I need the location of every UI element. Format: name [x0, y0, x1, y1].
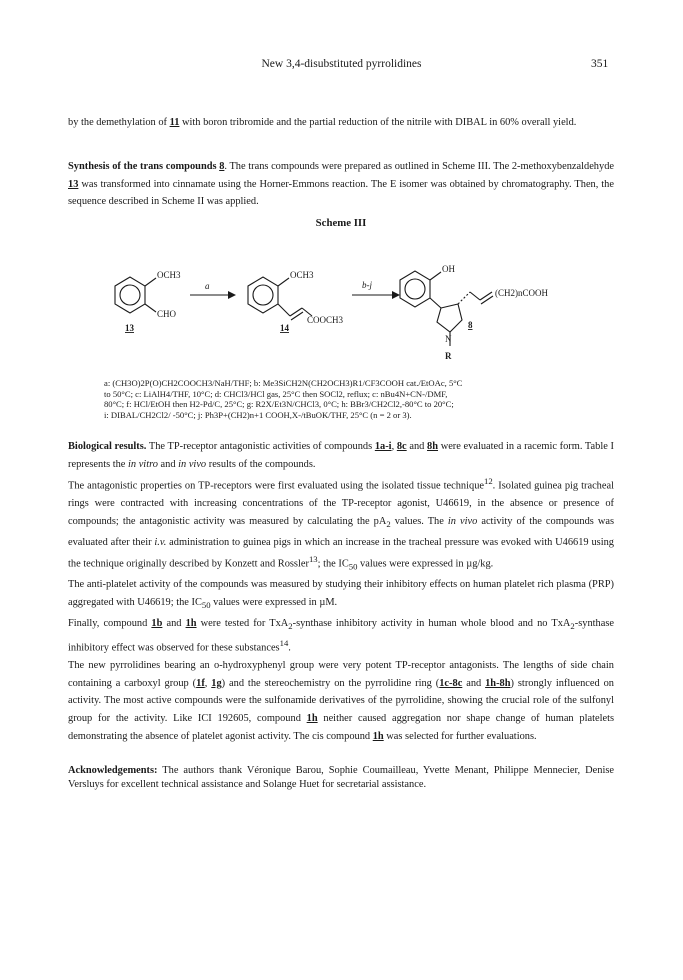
label-n: N [445, 334, 452, 344]
page-number: 351 [591, 58, 609, 70]
compound-ref: 13 [68, 178, 79, 190]
compound-label-14: 14 [280, 323, 289, 333]
section-heading: Synthesis of the trans compounds [68, 161, 220, 172]
running-title: New 3,4-disubstituted pyrrolidines [261, 58, 422, 70]
compound-ref: 1h [185, 617, 197, 629]
compound-ref: 11 [169, 117, 180, 128]
compound-ref: 1b [151, 617, 163, 629]
section-heading: Acknowledgements: [68, 765, 158, 776]
compound-ref: 1h-8h [485, 677, 511, 689]
compound-ref: 1g [211, 677, 222, 689]
label-cho: CHO [157, 309, 177, 319]
compound-label-13: 13 [125, 323, 134, 333]
acknowledgements: Acknowledgements: The authors thank Véronique Barou, Sophie Coumailleau, Yvette Menant, Philippe Mennecier, Denise Versluys for excellent technical assistance and Solange Huet for secretarial assistance. [68, 765, 614, 790]
compound-ref: 1a-i [374, 441, 392, 452]
paragraph-anti-platelet: The anti-platelet activity of the compounds was measured by studying their inhibitory effects on human platelet rich plasma (PRP) aggregated with U46619; the $IC_{50}$ values were expressed in µM. [68, 579, 614, 610]
paragraph-demethylation: by the demethylation of 11 with boron tribromide and the partial reduction of the nitrile with DIBAL in 60% overall yield. [68, 117, 577, 128]
scheme-legend: a: (CH3O)2P(O)CH2COOCH3/NaH/THF; b: Me3SiCH2N(CH2OCH3)R1/CF3COOH cat./EtOAc, 5°C to 50°C; c: LiAlH4/THF, 10°C; d: CHCl3/HCl gas, 25°C then SOCl2, reflux; c: nBu4N+CN-/DMF, 80°C; f: HCl/EtOH then H2-Pd/C, 25°C; g: R2X/Et3N/CHCl3, 0°C; h: BBr3/CH2Cl2,-80°C to 20°C; i: DIBAL/CH2Cl2/ -50°C; j: Ph3P+(CH2)n+1 COOH,X-/tBuOK/THF, 25°C (n = 2 or 3). [104, 378, 463, 420]
section-heading: Biological results. [68, 441, 147, 452]
paragraph-conclusions: The new pyrrolidines bearing an o-hydroxyphenyl group were very potent TP-receptor antagonists. The lengths of side chain containing a carboxyl group (1f, 1g) and the stereochemistry on the pyrrolidine ring (1c-8c and 1h-8h) strongly influenced on activity. The most active compounds were the sulfonamide derivatives of the pyrrolidine, showing the crucial role of the sulfonyl group for the activity. Like ICI 192605, compound 1h neither caused aggregation nor shape change of human platelets demonstrating the absence of platelet agonist activity. The cis compound 1h was selected for further evaluations. [68, 660, 614, 742]
label-och3-14: OCH3 [290, 270, 314, 280]
compound-ref: 8c [396, 441, 407, 452]
arrow-label-b-j: b-j [362, 280, 372, 290]
paragraph-txa2: Finally, compound 1b and 1h were tested for TxA$_2$-synthase inhibitory activity in human whole blood and no TxA$_2$-synthase inhibitory effect was observed for these substances$^{14}$. [68, 617, 614, 654]
label-side-chain: (CH2)nCOOH [495, 288, 548, 298]
label-och3-13: OCH3 [157, 270, 181, 280]
compound-ref: 1c-8c [439, 677, 463, 689]
biological-results: Biological results. The TP-receptor antagonistic activities of compounds 1a-i, 8c and 8h were evaluated in a racemic form. Table I represents the in vitro and in vivo results of the compounds. The antagonistic properties on TP-receptors were first evaluated using the isolated tissue technique$^{12}$. Isolated guinea pig tracheal rings were contracted with increasing concentrations of the TP-receptor agonist, U46619, in the absence or presence of compounds; the antagonistic activity was measured by calculating the $pA_2$ values. The in vivo activity of the compounds was evaluated after their i.v. administration to guinea pigs in which an increase in the tracheal pressure was evoked with U46619 using the technique originally described by Konzett and Rossler$^{13}$; the $IC_{50}$ values were expressed in µg/kg. The anti-platelet activity of the compounds was measured by studying their inhibitory effects on human platelet rich plasma (PRP) aggregated with U46619; the $IC_{50}$ values were expressed in µM. Finally, compound 1b and 1h were tested for TxA$_2$-synthase inhibitory activity in human whole blood and no TxA$_2$-synthase inhibitory effect was observed for these substances$^{14}$. The new pyrrolidines bearing an o-hydroxyphenyl group were very potent TP-receptor antagonists. The lengths of side chain containing a carboxyl group (1f, 1g) and the stereochemistry on the pyrrolidine ring (1c-8c and 1h-8h) strongly influenced on activity. The most active compounds were the sulfonamide derivatives of the pyrrolidine, showing the crucial role of the sulfonyl group for the activity. Like ICI 192605, compound 1h neither caused aggregation nor shape change of human platelets demonstrating the absence of platelet agonist activity. The cis compound 1h was selected for further evaluations. [68, 438, 614, 745]
paragraph-antagonism: The antagonistic properties on TP-receptors were first evaluated using the isolated tissue technique$^{12}$. Isolated guinea pig tracheal rings were contracted with increasing concentrations of the TP-receptor agonist, U46619, in the absence or presence of compounds; the antagonistic activity was measured by calculating the $pA_2$ values. The in vivo activity of the compounds was evaluated after their i.v. administration to guinea pigs in which an increase in the tracheal pressure was evoked with U46619 using the technique originally described by Konzett and Rossler$^{13}$; the $IC_{50}$ values were expressed in µg/kg. [68, 476, 614, 572]
compound-label-8: 8 [468, 320, 473, 330]
pyrrolidine-ring [437, 304, 462, 332]
compound-ref: 8 [219, 161, 225, 172]
compound-ref: 1f [196, 677, 205, 689]
paragraph-trans-synthesis: Synthesis of the trans compounds 8. The trans compounds were prepared as outlined in Scheme III. The 2-methoxybenzaldehyde 13 was transformed into cinnamate using the Horner-Emmons reaction. The E isomer was obtained by chromatography. Then, the sequence described in Scheme II was applied. Scheme III [68, 158, 614, 232]
arrow-label-a: a [205, 281, 210, 291]
compound-ref: 8h [427, 441, 439, 452]
label-r: R [445, 351, 452, 361]
compound-ref: 1h [372, 730, 384, 742]
label-cooch3: COOCH3 [307, 315, 344, 325]
reaction-scheme [100, 256, 570, 376]
arrowhead-b-j [392, 291, 400, 299]
arrowhead-a [228, 291, 236, 299]
label-oh: OH [442, 264, 455, 274]
compound-ref: 1h [306, 713, 318, 725]
scheme-title: Scheme III [315, 216, 367, 229]
